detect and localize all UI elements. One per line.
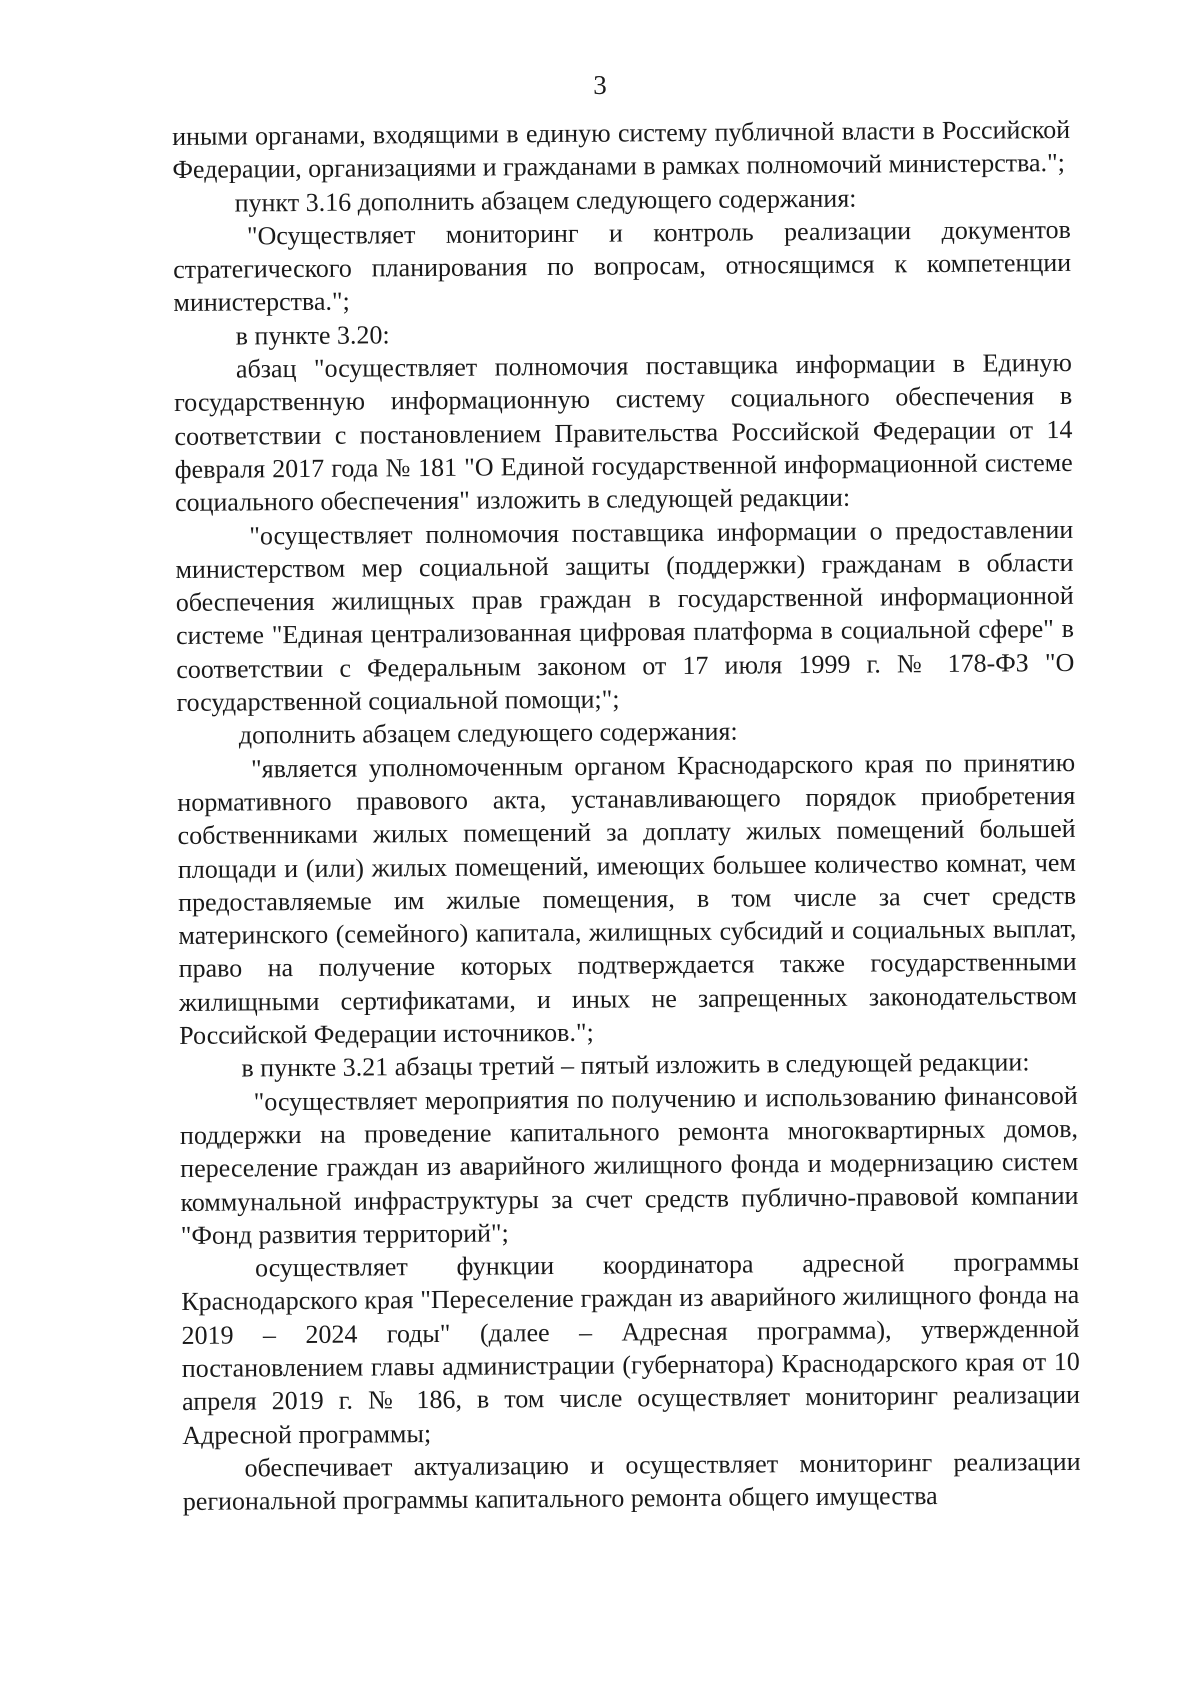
- document-body: [172, 113, 1081, 1518]
- paragraph-item-3-21: в пункте 3.21 абзацы третий – пятый изложить в следующей редакции:: [241, 1047, 1030, 1083]
- paragraph-coordinator: осуществляет функции координатора адресной программы Краснодарского края "Переселение граждан из аварийного жилищного фонда на 2019 – 2024 годы" (далее – Адресная программа), утвержденной постановлением главы администрации (губернатора) Краснодарского края от 10 апреля 2019 г. № 186, в том числе осуществляет мониторинг реализации Адресной программы;: [181, 1247, 1081, 1450]
- paragraph-amendment-abzac: абзац "осуществляет полномочия поставщика информации в Единую государственную информационную систему социального обеспечения в соответствии с постановлением Правительства Российской Федерации от 14 февраля 2017 года № 181 "О Единой государственной информационной системе социального обеспечения" изложить в следующей редакции:: [174, 348, 1073, 518]
- paragraph-item-3-16: пункт 3.16 дополнить абзацем следующего содержания:: [234, 183, 857, 218]
- paragraph-actualization: обеспечивает актуализацию и осуществляет мониторинг реализации региональной программы капитального ремонта общего имущества: [182, 1446, 1081, 1517]
- paragraph-quote-financial-support: "осуществляет мероприятия по получению и использованию финансовой поддержки на проведение капитального ремонта многоквартирных домов, переселение граждан из аварийного жилищного фонда и модернизацию систем коммунальной инфраструктуры за счет средств публично-правовой компании "Фонд развития территорий";: [179, 1080, 1079, 1250]
- paragraph-quote-authority: "является уполномоченным органом Краснодарского края по принятию нормативного правового акта, устанавливающего порядок приобретения собственниками жилых помещений за доплату жилых помещений большей площади и (или) жилых помещений, имеющих большее количество комнат, чем предоставляемые им жилые помещения, в том числе за счет средств материнского (семейного) капитала, жилищных субсидий и социальных выплат, право на получение которых подтверждается также государственными жилищными сертификатами, и иных не запрещенных законодательством Российской Федерации источников.";: [177, 747, 1078, 1050]
- paragraph-quote-monitoring: "Осуществляет мониторинг и контроль реализации документов стратегического планирования по вопросам, относящимся к компетенции министерства.";: [173, 214, 1072, 318]
- paragraph-continuation: иными органами, входящими в единую систему публичной власти в Российской Федерации, организациями и гражданами в рамках полномочий министерства.";: [172, 114, 1071, 185]
- paragraph-item-3-20: в пункте 3.20:: [235, 320, 390, 351]
- paragraph-add-abzac: дополнить абзацем следующего содержания:: [238, 716, 738, 750]
- page-number: 3: [593, 70, 607, 100]
- paragraph-quote-supplier: "осуществляет полномочия поставщика информации о предоставлении министерством мер социальной защиты (поддержки) гражданам в области обеспечения жилищных прав граждан в государственной информационной системе "Единая централизованная цифровая платформа в социальной сфере" в соответствии с Федеральным законом от 17 июля 1999 г. № 178-ФЗ "О государственной социальной помощи;";: [175, 514, 1075, 718]
